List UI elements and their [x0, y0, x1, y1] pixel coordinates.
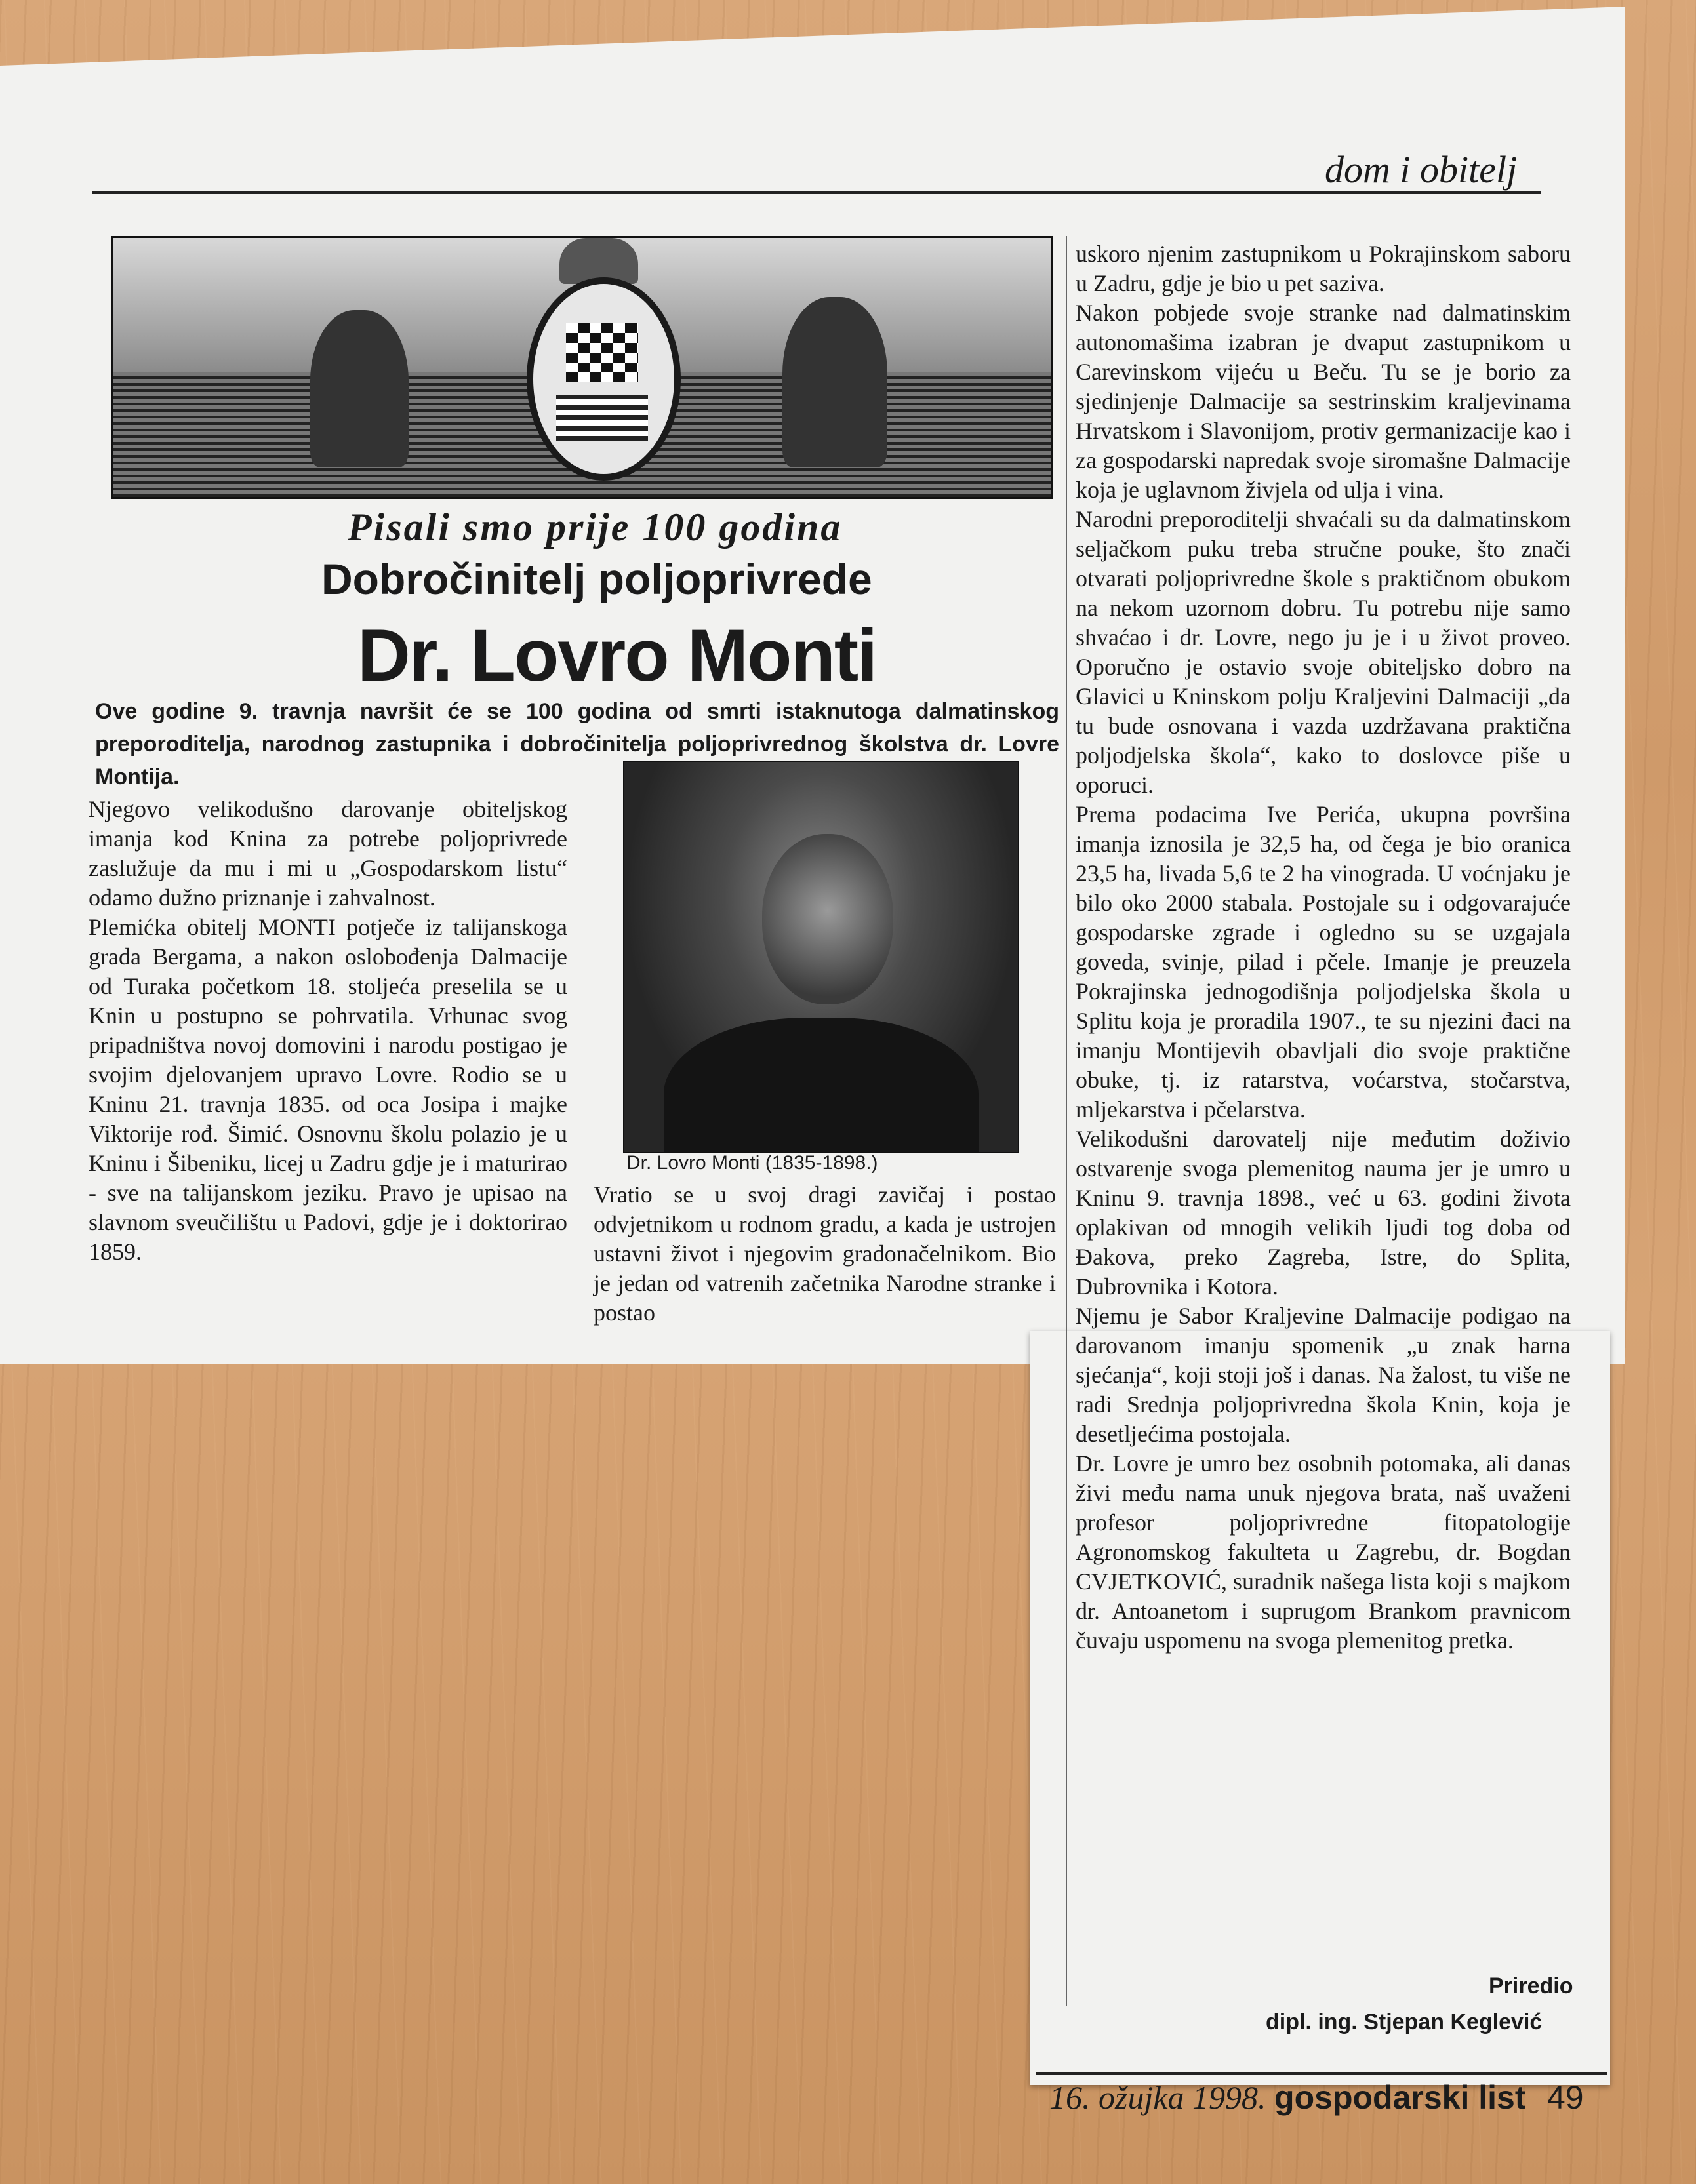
- article-column-1: Njegovo velikodušno darovanje obiteljskog imanja kod Knina za potrebe poljoprivrede zaslužuje da mu i mi u „Gospodarskom listu“ odamo dužno priznanje i zahvalnost. Plemićka obitelj MONTI potječe iz talijanskoga grada Bergama, a nakon oslobođenja Dalmacije od Turaka početkom 18. stoljeća preselila se u Knin u postupno se pohrvatila. Vrhunac svog pripadništva novoj domovini i narodu postigao je svojim djelovanjem upravo Lovre. Rodio se u Kninu 21. travnja 1835. od oca Josipa i majke Viktorije rođ. Šimić. Osnovnu školu polazio je u Kninu i Šibeniku, licej u Zadru gdje je i maturirao - sve na talijanskom jeziku. Pravo je upisao na slavnom sveučilištu u Padovi, gdje je i doktorirao 1859.: [89, 796, 567, 1265]
- article-column-3: uskoro njenim zastupnikom u Pokrajinskom saboru u Zadru, gdje je bio u pet saziva. Nakon pobjede svoje stranke nad dalmatinskim autonomašima izabran je dvaput zastupnikom u Carevinskom vijeću u Beču. Tu se je borio za sjedinjenje Dalmacije sa sestrinskim kraljevinama Hrvatskom i Slavonijom, protiv germanizacije kao i za gospodarski napredak svoje siromašne Dalmacije koja je uglavnom živjela od ulja i vina. Narodni preporoditelji shvaćali su da dalmatinskom seljačkom puku treba stručne pouke, što znači otvarati poljoprivredne škole s praktičnom obukom na nekom uzornom dobru. Tu potrebu nije samo shvaćao i dr. Lovre, nego ju je i u život proveo. Oporučno je ostavio svoje obiteljsko dobro na Glavici u Kninskom polju Kraljevini Dalmaciji „da tu bude osnovana i vazda uzdržavana praktična poljodjelska škola“, kako to doslovce piše u oporuci. Prema podacima Ive Perića, ukupna površina imanja iznosila je 32,5 ha, od čega je bio oranica 23,5 ha, livada 5,6 te 2 ha vinograda. U voćnjaku je bilo oko 2000 stabala. Postojale su i odgovarajuće gospodarske zgrade i ogledno su se uzgajala goveda, svinje, pilad i pčele. Imanje je preuzela Pokrajinska jednogodišnja poljodjelska škola u Splitu koja je proradila 1907., te su njezini đaci na imanju Montijevih obavljali dio svoje praktične obuke, tj. iz ratarstva, voćarstva, stočarstva, mljekarstva i pčelarstva. Velikodušni darovatelj nije međutim doživio ostvarenje svoga plemenitog nauma jer je umro u Kninu 9. travnja 1898., već u 63. godini života oplakivan od mnogih velikih ljudi tog doba od Đakova, preko Zagreba, Istre, do Splita, Dubrovnika i Kotora. Njemu je Sabor Kraljevine Dalmacije podigao na darovanom imanju spomenik „u znak harna sjećanja“, koji stoji još i danas. Na žalost, tu više ne radi Srednja poljoprivredna škola Knin, koja je desetljećima postojala. Dr. Lovre je umro bez osobnih potomaka, ali danas živi među nama unuk njegova brata, naš uvaženi profesor poljoprivredne fitopatologije Agronomskog fakulteta u Zagrebu, dr. Bogdan CVJETKOVIĆ, suradnik našega lista koji s majkom dr. Antoanetom i suprugom Brankom pravnicom čuvaju uspomenu na svoga plemenitog pretka.: [1076, 241, 1571, 1654]
- article-column-2: Vratio se u svoj dragi zavičaj i postao odvjetnikom u rodnom gradu, a kada je ustrojen ustavni život i njegovim gradonačelnikom. Bio je jedan od vatrenih začetnika Narodne stranke i postao: [594, 1181, 1056, 1326]
- article-title: Dr. Lovro Monti: [357, 614, 877, 696]
- footer-publication: gospodarski list: [1274, 2079, 1526, 2116]
- striped-shield: [556, 395, 648, 441]
- checkerboard-shield: [566, 323, 638, 382]
- portrait-photo: [623, 761, 1019, 1153]
- signature-role: Priredio: [1489, 1974, 1573, 1998]
- page-number: 49: [1546, 2079, 1584, 2116]
- signature-author: dipl. ing. Stjepan Keglević: [1266, 2010, 1543, 2035]
- portrait-face: [762, 834, 893, 1004]
- lead-paragraph: Ove godine 9. travnja navršit će se 100 godina od smrti istaknutoga dalmatinskog preporoditelja, narodnog zastupnika i dobročinitelja poljoprivrednog školstva dr. Lovre Montija.: [95, 699, 1059, 789]
- section-rule: [92, 191, 1541, 194]
- photo-caption: Dr. Lovro Monti (1835-1898.): [626, 1152, 878, 1174]
- column-divider: [1066, 236, 1067, 2006]
- left-allegorical-figure: [310, 310, 409, 467]
- footer-rule: [1036, 2072, 1607, 2075]
- kicker: Pisali smo prije 100 godina: [348, 506, 843, 549]
- page-footer: [1049, 2078, 1584, 2116]
- footer-date: 16. ožujka 1998.: [1049, 2079, 1266, 2116]
- portrait-coat: [664, 1018, 979, 1153]
- right-allegorical-figure: [782, 297, 887, 467]
- coat-of-arms-emblem: [527, 277, 681, 481]
- section-label: dom i obitelj: [1325, 148, 1518, 191]
- banner-illustration: [111, 236, 1053, 499]
- headline: Dobročinitelj poljoprivrede: [321, 555, 872, 603]
